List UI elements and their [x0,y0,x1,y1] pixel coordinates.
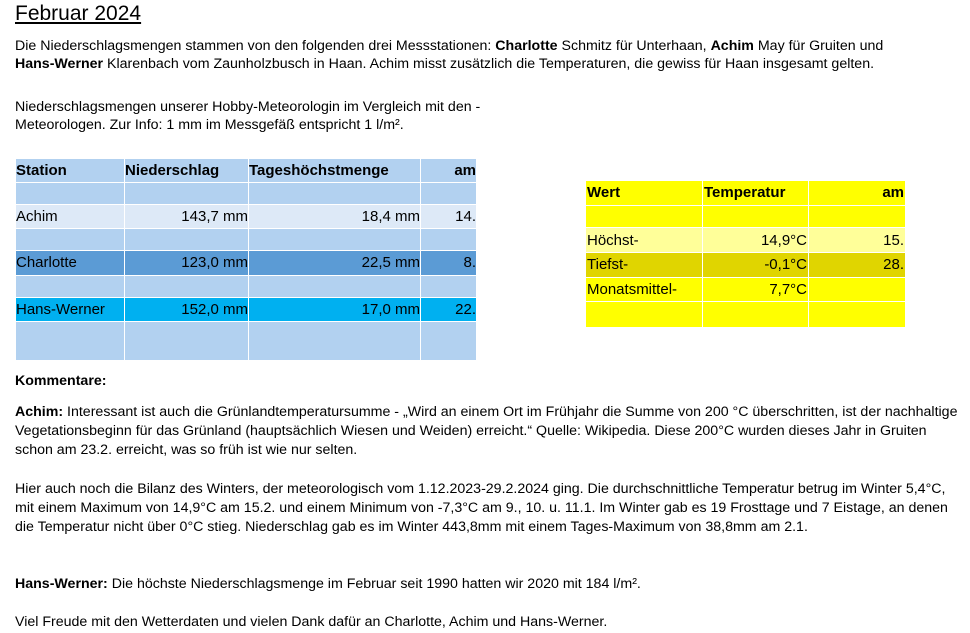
header-station: Station [16,159,125,183]
intro-paragraph-2: Niederschlagsmengen unserer Hobby-Meteorologin im Vergleich mit den -Meteorologen. Zur Info: 1 mm im Messgefäß entspricht 1 l/m². [15,99,481,133]
wert-cell: Höchst- [586,228,703,253]
table-row-achim [16,205,477,229]
temp-cell: 7,7°C [703,277,809,302]
temp-cell: -0,1°C [703,252,809,277]
intro-text-3: May für Gruiten und [753,38,884,54]
header-am: am [809,181,906,206]
comments-heading: Kommentare: [15,373,107,389]
intro-name-charlotte: Charlotte [495,38,558,54]
table-row-monatsmittel [586,277,906,302]
max-cell: 17,0 mm [249,297,421,321]
am-cell: 28. [809,252,906,277]
comment-hanswerner [15,575,960,594]
am-cell: 14. [421,205,477,229]
am-cell: 22. [421,297,477,321]
intro-name-achim: Achim [710,38,754,54]
table-row-hoechst [586,228,906,253]
table-row-hanswerner [16,297,477,321]
intro-name-hanswerner: Hans-Werner [15,55,104,72]
am-cell [809,277,906,302]
precipitation-table [15,158,477,361]
header-niederschlag: Niederschlag [125,159,249,183]
winter-summary: Hier auch noch die Bilanz des Winters, der meteorologisch vom 1.12.2023-29.2.2024 ging. Die durchschnittliche Temperatur betrug im Winter 5,4°C, mit einem Maximum von 14,9°C am 15.2. und einem Minimum von -7,3°C am 9., 10. u. 11.1. Im Winter gab es 19 Frosttage und 7 Eistage, an denen die Temperatur nicht über 0°C stieg. Niederschlag gab es im Winter 443,8mm mit einem Tages-Maximum von 38,8mm am 2.1. [15,481,948,535]
comment-text-hanswerner: Die höchste Niederschlagsmenge im Februar seit 1990 hatten wir 2020 mit 184 l/m². [107,576,641,592]
intro-text-2: Schmitz für Unterhaan, [557,38,711,54]
station-cell: Hans-Werner [16,297,125,321]
temperature-table [585,180,906,328]
table-row-tiefst [586,252,906,277]
wert-cell: Monatsmittel- [586,277,703,302]
temperature-header-row [586,181,906,206]
temp-cell: 14,9°C [703,228,809,253]
am-cell: 15. [809,228,906,253]
header-temperatur: Temperatur [703,181,809,206]
max-cell: 22,5 mm [249,251,421,275]
niederschlag-cell: 123,0 mm [125,251,249,275]
page-title: Februar 2024 [15,2,142,25]
header-tageshoechstmenge: Tageshöchstmenge [249,159,421,183]
header-am: am [421,159,477,183]
comment-text-achim: Interessant ist auch die Grünlandtemperatursumme - „Wird an einem Ort im Frühjahr die Summe von 200 °C überschritten, ist der nachhaltige Vegetationsbeginn für das Grünland (hauptsächlich Wiesen und Weiden) erreicht.“ Quelle: Wikipedia. Diese 200°C wurden dieses Jahr in Gruiten schon am 23.2. erreicht, was so früh ist wie nur selten. [15,404,958,458]
header-wert: Wert [586,181,703,206]
max-cell: 18,4 mm [249,205,421,229]
comment-author-hanswerner: Hans-Werner: [15,576,108,592]
intro-paragraph [15,38,915,73]
comment-author-achim: Achim: [15,404,64,420]
station-cell: Charlotte [16,251,125,275]
comment-achim [15,403,960,460]
station-cell: Achim [16,205,125,229]
intro-text-4: Klarenbach vom Zaunholzbusch in Haan. Achim misst zusätzlich die Temperaturen, die gewiss für Haan insgesamt gelten. [103,55,875,72]
am-cell: 8. [421,251,477,275]
wert-cell: Tiefst- [586,252,703,277]
closing-text: Viel Freude mit den Wetterdaten und vielen Dank dafür an Charlotte, Achim und Hans-Werner. [15,614,608,630]
niederschlag-cell: 143,7 mm [125,205,249,229]
niederschlag-cell: 152,0 mm [125,297,249,321]
precipitation-header-row [16,159,477,183]
table-row-charlotte [16,251,477,275]
intro-text-1: Die Niederschlagsmengen stammen von den folgenden drei Messstationen: [15,38,496,54]
